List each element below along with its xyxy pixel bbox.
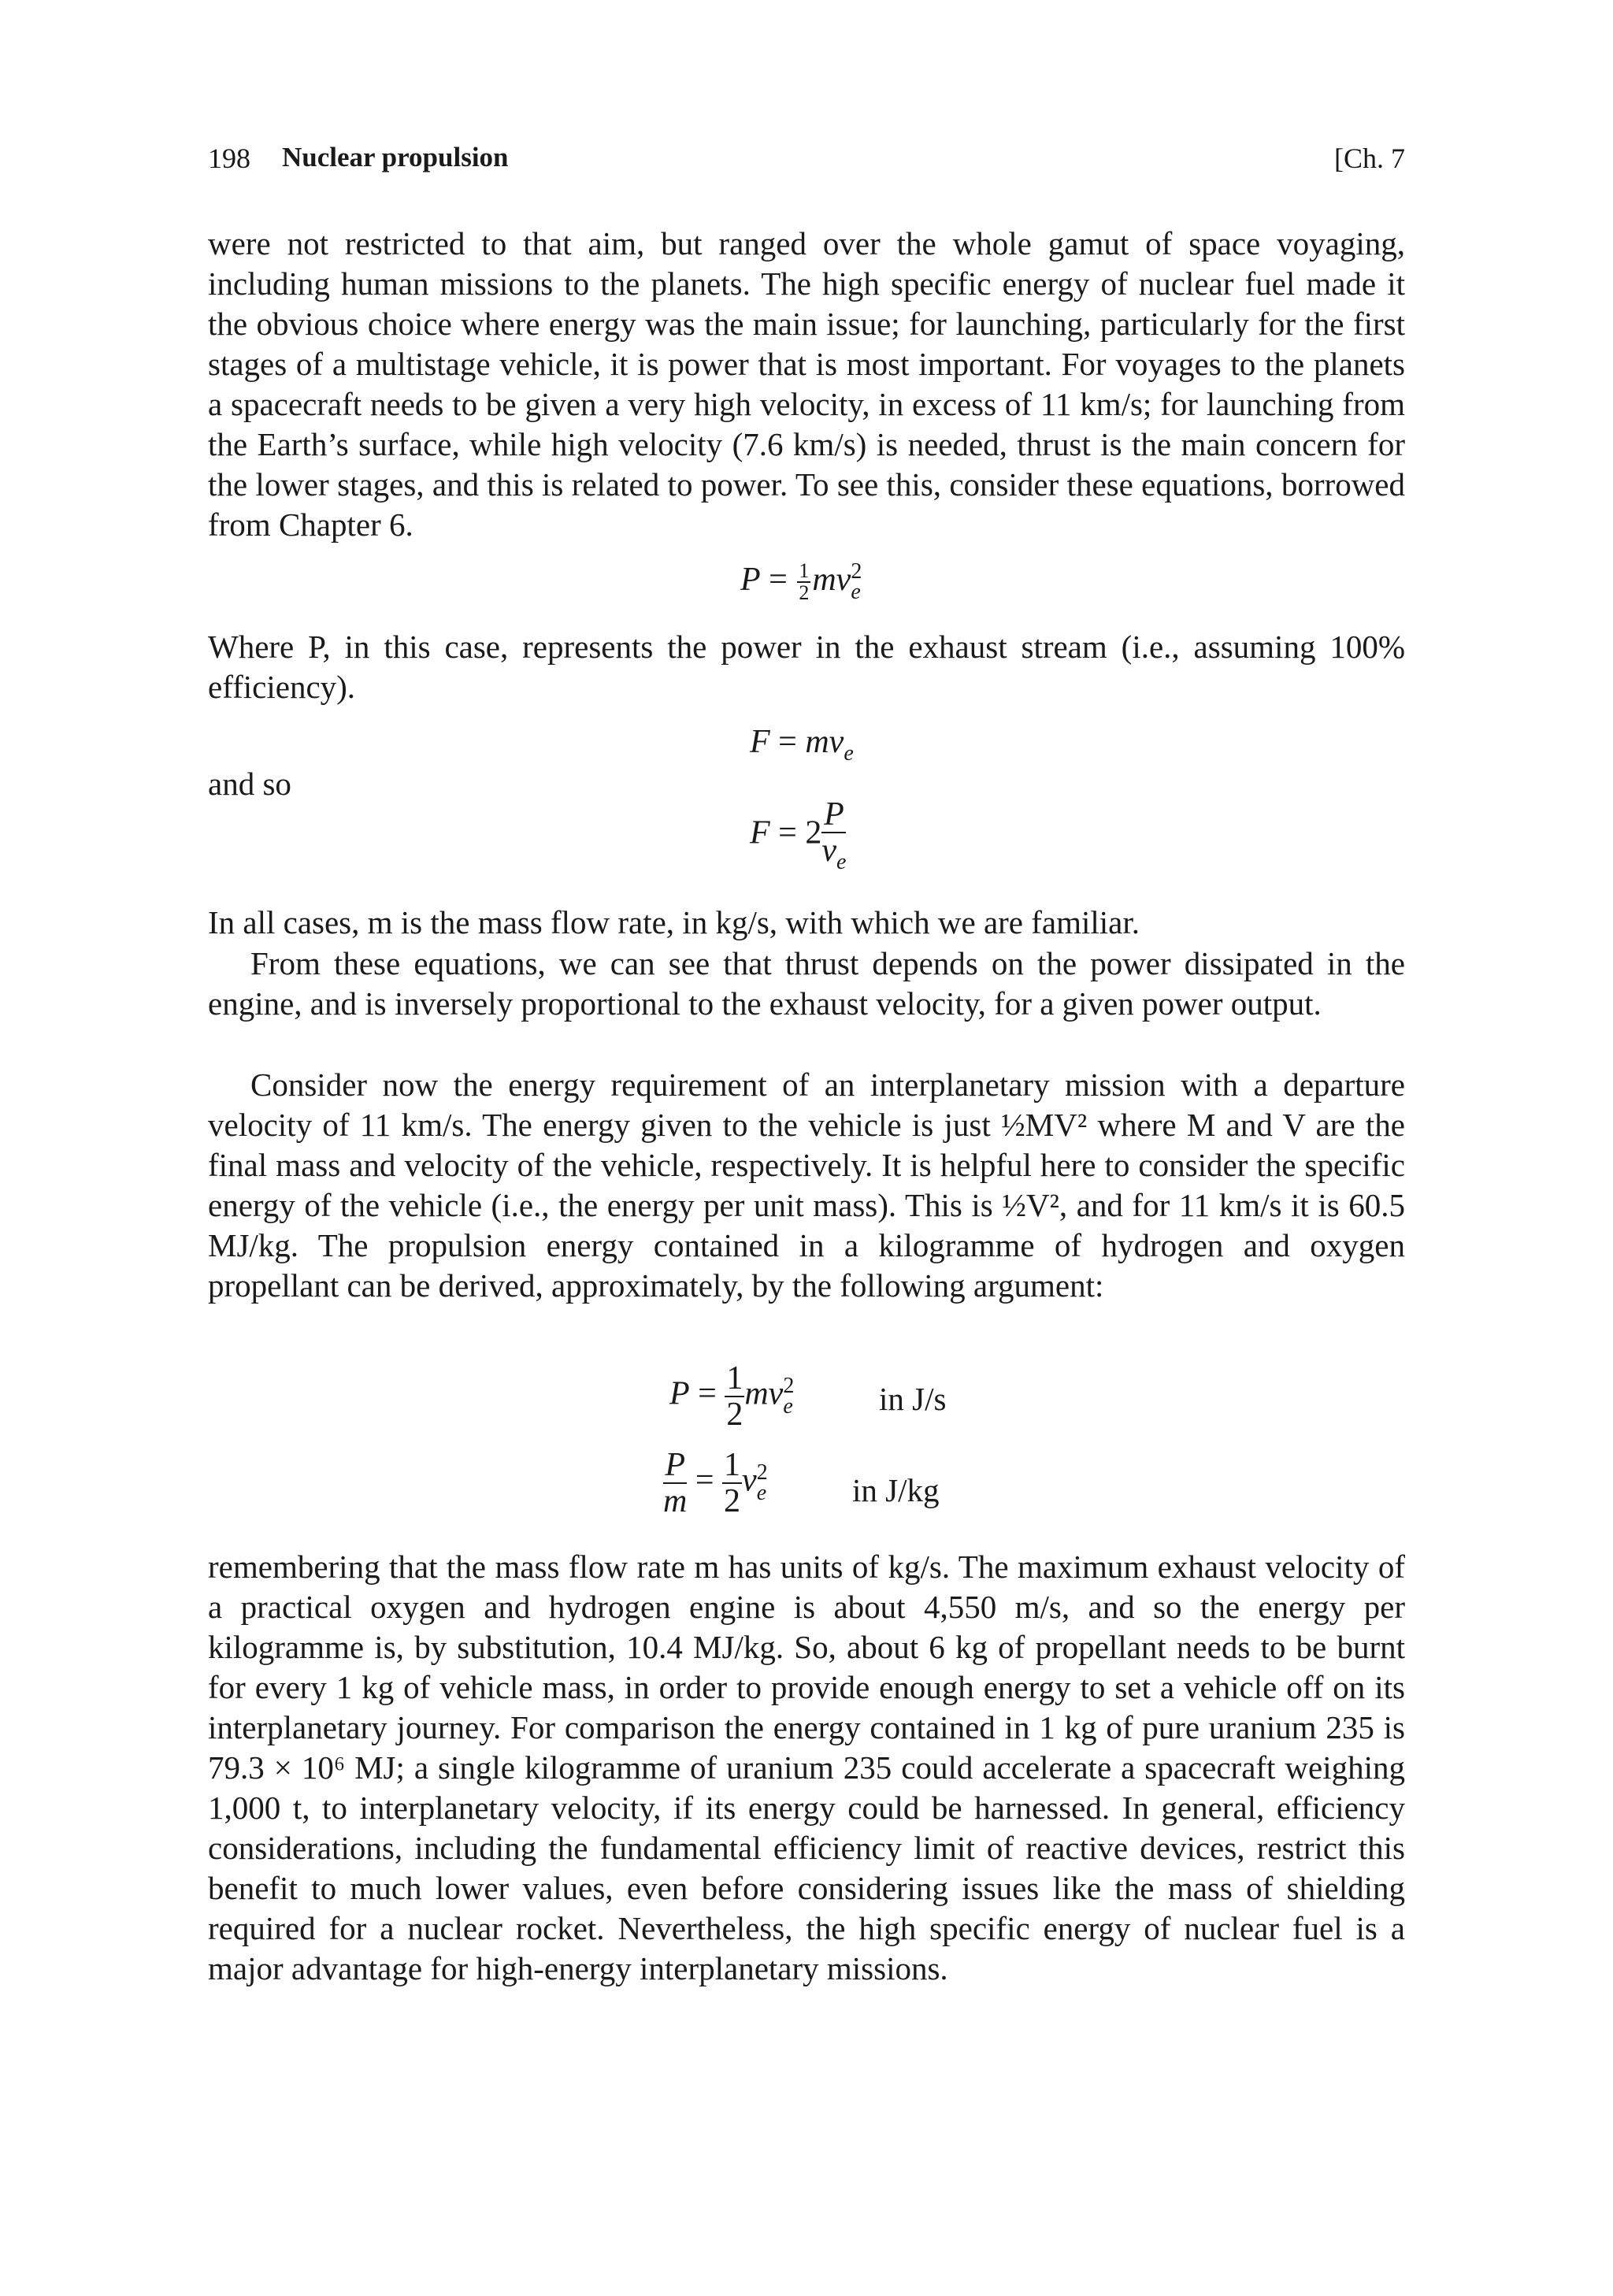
paragraph-1: were not restricted to that aim, but ranged over the whole gamut of space voyaging, including human missions to the planets. The high specific energy of nuclear fuel made it the obvious choice where energy was the main issue; for launching, particularly for the first stages of a multistage vehicle, it is power that is most important. For voyages to the planets a spacecraft needs to be given a very high velocity, in excess of 11 km/s; for launching from the Earth’s surface, while high velocity (7.6 km/s) is needed, thrust is the main concern for the lower stages, and this is related to power. To see this, consider these equations, borrowed from Chapter 6. (208, 225, 1405, 543)
running-title: Nuclear propulsion (282, 142, 509, 172)
page-number: 198 (208, 143, 250, 174)
paragraph-2: Where P, in this case, represents the power in the exhaust stream (i.e., assuming 100% efficiency). (208, 629, 1405, 705)
equation-thrust: $F = mv_e$ (750, 724, 854, 766)
equation-specific-energy: $\frac{P}{m}$ = $\frac{1}{2}$ v 2 e (663, 1447, 768, 1520)
equation-thrust-power: F = 2 $\frac{P}{v_e}$ (750, 796, 847, 874)
chapter-label: [Ch. 7 (1334, 143, 1405, 174)
equation-power-half: P = $\frac{1}{2}$ mv 2 e (669, 1360, 795, 1434)
paragraph-6: remembering that the mass flow rate m has units of kg/s. The maximum exhaust velocity of a practical oxygen and hydrogen engine is about 4,550 m/s, and so the energy per kilogramme is, by substitution, 10.4 MJ/kg. So, about 6 kg of propellant needs to be burnt for every 1 kg of vehicle mass, in order to provide enough energy to set a vehicle off on its interplanetary journey. For comparison the energy contained in 1 kg of pure uranium 235 is 79.3 × 10⁶ MJ; a single kilogramme of uranium 235 could accelerate a spacecraft weighing 1,000 t, to interplanetary velocity, if its energy could be harnessed. In general, efficiency considerations, including the fundamental efficiency limit of reactive devices, restrict this benefit to much lower values, even before considering issues like the mass of shielding required for a nuclear rocket. Nevertheless, the high specific energy of nuclear fuel is a major advantage for high-energy interplanetary missions. (208, 1549, 1405, 1986)
unit-j-per-kg: in J/kg (852, 1472, 940, 1508)
paragraph-4: From these equations, we can see that thrust depends on the power dissipated in the engine, and is inversely proportional to the exhaust velocity, for a given power output. (208, 945, 1405, 1022)
paragraph-3: In all cases, m is the mass flow rate, in kg/s, with which we are familiar. (208, 904, 1140, 940)
equation-power: P = $\frac{1}{2}$ mv 2 e (740, 559, 862, 605)
unit-j-per-s: in J/s (879, 1381, 947, 1417)
text-and-so: and so (208, 766, 291, 802)
running-header (208, 142, 1405, 181)
paragraph-5: Consider now the energy requirement of an interplanetary mission with a departure velocity of 11 km/s. The energy given to the vehicle is just ½MV² where M and V are the final mass and velocity of the vehicle, respectively. It is helpful here to consider the specific energy of the vehicle (i.e., the energy per unit mass). This is ½V², and for 11 km/s it is 60.5 MJ/kg. The propulsion energy contained in a kilogramme of hydrogen and oxygen propellant can be derived, approximately, by the following argument: (208, 1066, 1405, 1304)
